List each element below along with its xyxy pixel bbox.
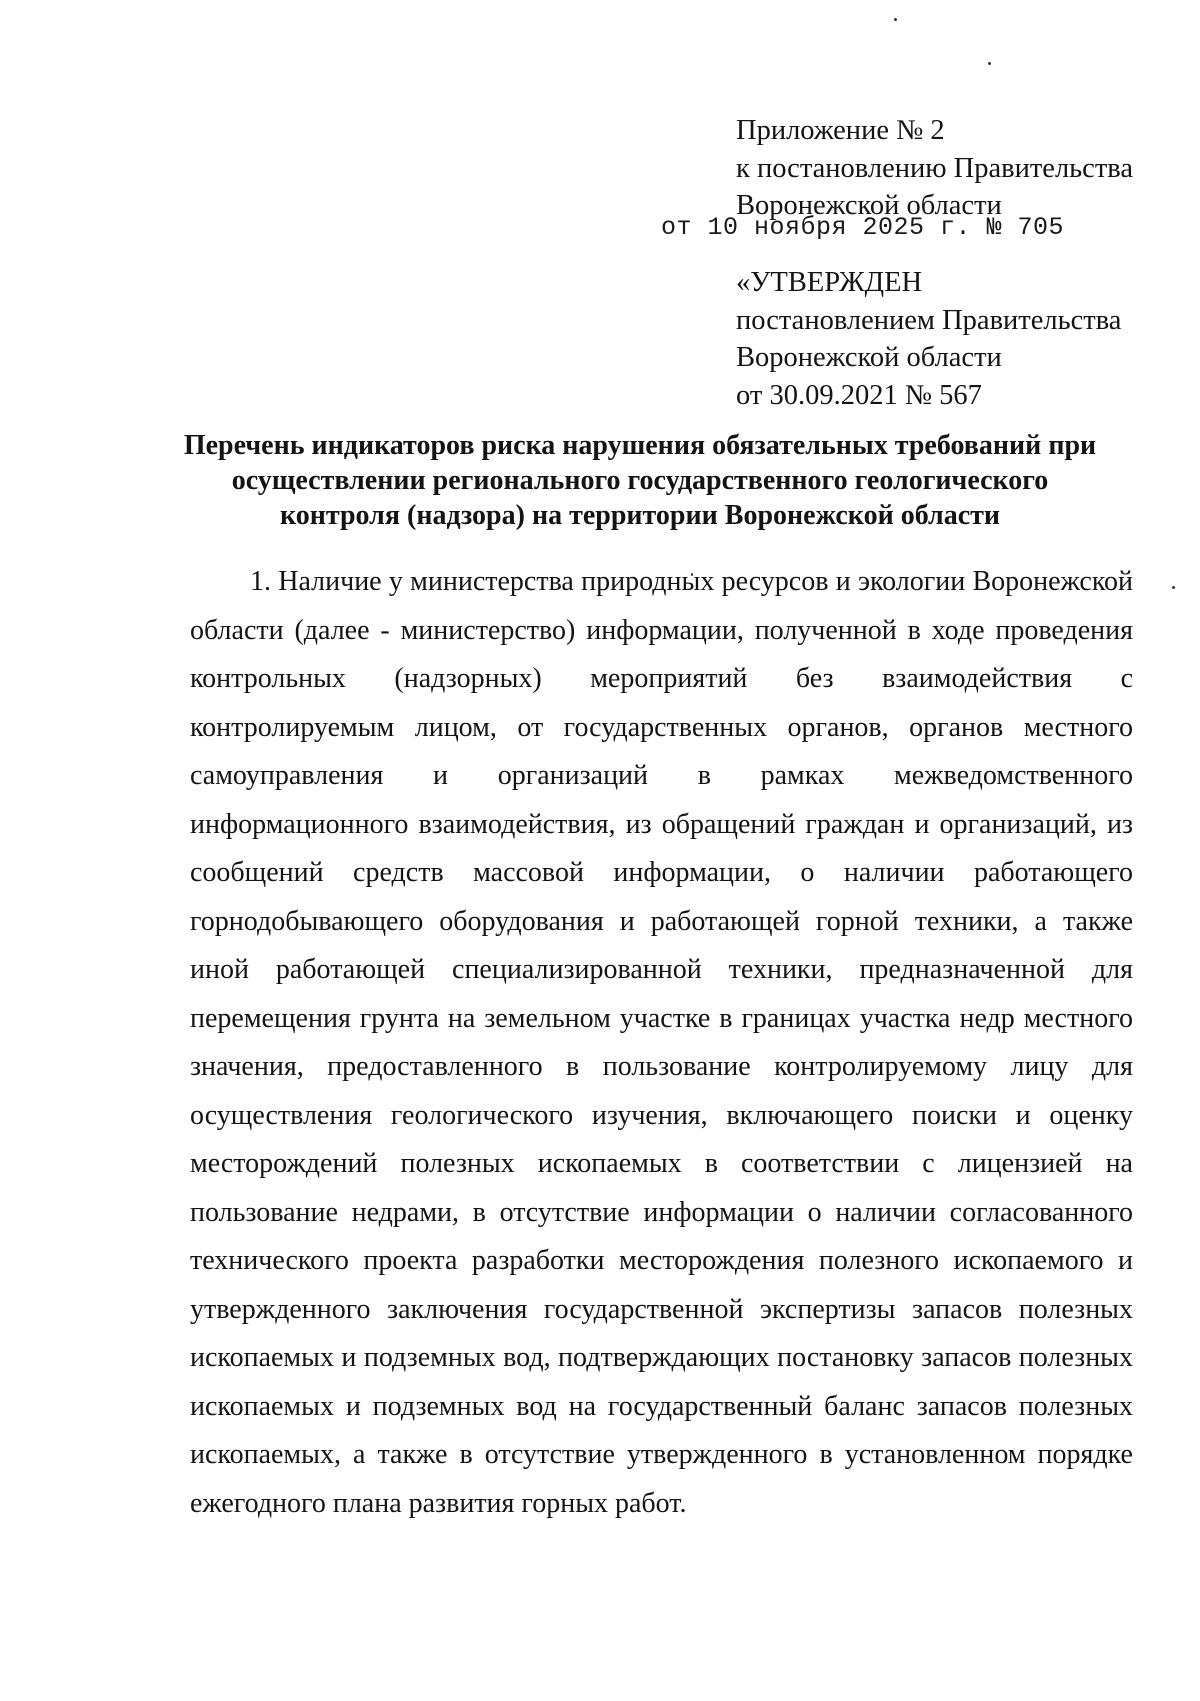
paragraph-line: горнодобывающего оборудования и работающей горной техники, а также: [190, 905, 1133, 937]
paragraph-line: ежегодного плана развития горных работ.: [190, 1487, 687, 1519]
approval-line: постановлением Правительства: [736, 304, 1122, 336]
paragraph-line: перемещения грунта на земельном участке в границах участка недр местного: [190, 1002, 1133, 1034]
appendix-line: к постановлению Правительства: [736, 152, 1134, 184]
approval-block: [736, 264, 1121, 414]
paragraph-line: месторождений полезных ископаемых в соответствии с лицензией на: [190, 1148, 1133, 1179]
paragraph-line: утвержденного заключения государственной экспертизы запасов полезных: [190, 1293, 1133, 1325]
paragraph-line: области (далее - министерство) информации, полученной в ходе проведения: [190, 614, 1133, 646]
title-line: контроля (надзора) на территории Воронежской области: [279, 500, 1001, 531]
paragraph-line: сообщений средств массовой информации, о наличии работающего: [190, 857, 1133, 888]
paragraph-line: ископаемых, а также в отсутствие утвержденного в установленном порядке: [190, 1439, 1133, 1470]
appendix-header: [736, 112, 1133, 225]
paragraph-line: значения, предоставленного в пользование контролируемому лицу для: [190, 1051, 1133, 1082]
resolution-date-stamp: от 10 ноября 2025 г. № 705: [661, 213, 1065, 242]
scan-speck: [988, 62, 991, 65]
paragraph-line: контролируемым лицом, от государственных органов, органов местного: [190, 711, 1133, 743]
appendix-line: Приложение № 2: [736, 115, 945, 146]
paragraph-1: [190, 558, 1133, 1528]
paragraph-line: ископаемых и подземных вод, подтверждающих постановку запасов полезных: [190, 1342, 1133, 1373]
paragraph-line: ископаемых и подземных вод на государственный баланс запасов полезных: [190, 1390, 1133, 1422]
paragraph-line: технического проекта разработки месторождения полезного ископаемого и: [190, 1245, 1133, 1276]
approval-line: от 30.09.2021 № 567: [736, 379, 982, 411]
approval-line: «УТВЕРЖДЕН: [736, 267, 923, 298]
paragraph-line: контрольных (надзорных) мероприятий без взаимодействия с: [190, 663, 1133, 694]
paragraph-line: осуществления геологического изучения, включающего поиски и оценку: [190, 1099, 1133, 1131]
approval-line: Воронежской области: [736, 342, 1002, 373]
scan-speck: [1172, 586, 1175, 589]
paragraph-line: самоуправления и организаций в рамках межведомственного: [190, 760, 1133, 791]
appendix-line: Воронежской области: [736, 190, 1002, 221]
paragraph-line: пользование недрами, в отсутствие информации о наличии согласованного: [190, 1196, 1133, 1228]
scan-speck: [894, 18, 897, 21]
paragraph-line: 1. Наличие у министерства природных ресурсов и экологии Воронежской: [250, 566, 1133, 597]
title-line: осуществлении регионального государственного геологического: [231, 465, 1049, 496]
document-title: [150, 428, 1130, 533]
paragraph-line: информационного взаимодействия, из обращений граждан и организаций, из: [190, 808, 1133, 840]
paragraph-line: иной работающей специализированной техники, предназначенной для: [190, 954, 1133, 985]
title-line: Перечень индикаторов риска нарушения обязательных требований при: [183, 430, 1097, 461]
